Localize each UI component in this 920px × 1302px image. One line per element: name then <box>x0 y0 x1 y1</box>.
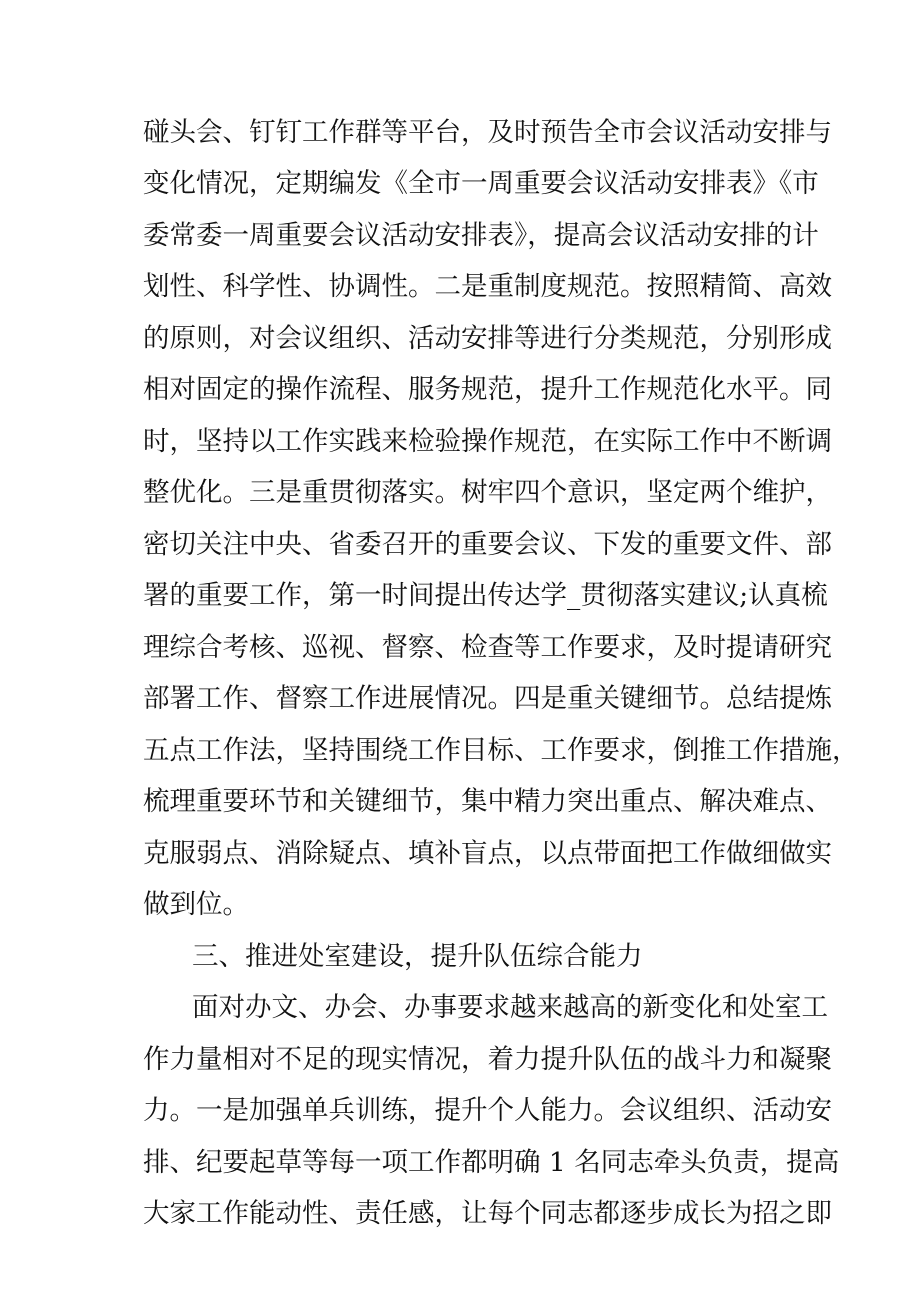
paragraph-line: 划性、科学性、协调性。二是重制度规范。按照精简、高效 <box>143 271 832 302</box>
paragraph-line: 克服弱点、消除疑点、填补盲点，以点带面把工作做细做实 <box>143 838 832 869</box>
paragraph-line: 做到位。 <box>143 889 249 920</box>
paragraph-line: 时，坚持以工作实践来检验操作规范，在实际工作中不断调 <box>143 426 832 457</box>
paragraph-line: 委常委一周重要会议活动安排表》，提高会议活动安排的计 <box>143 220 819 251</box>
paragraph-line: 署的重要工作，第一时间提出传达学_贯彻落实建议;认真梳 <box>143 580 828 611</box>
paragraph-line: 相对固定的操作流程、服务规范，提升工作规范化水平。同 <box>143 374 832 405</box>
section-heading: 三、推进处室建设，提升队伍综合能力 <box>192 941 643 972</box>
paragraph-line: 梳理重要环节和关键细节，集中精力突出重点、解决难点、 <box>143 786 832 817</box>
paragraph-line: 大家工作能动性、责任感，让每个同志都逐步成长为招之即 <box>143 1198 832 1229</box>
paragraph-line: 碰头会、钉钉工作群等平台，及时预告全市会议活动安排与 <box>143 117 832 148</box>
paragraph-line: 变化情况，定期编发《全市一周重要会议活动安排表》《市 <box>143 168 819 199</box>
paragraph-line: 理综合考核、巡视、督察、检查等工作要求，及时提请研究 <box>143 632 832 663</box>
paragraph-line: 排、纪要起草等每一项工作都明确 1 名同志牵头负责，提高 <box>143 1147 840 1178</box>
paragraph-line: 作力量相对不足的现实情况，着力提升队伍的战斗力和凝聚 <box>143 1044 832 1075</box>
paragraph-line: 面对办文、办会、办事要求越来越高的新变化和处室工 <box>192 992 828 1023</box>
paragraph-line: 密切关注中央、省委召开的重要会议、下发的重要文件、部 <box>143 529 832 560</box>
paragraph-line: 整优化。三是重贯彻落实。树牢四个意识，坚定两个维护， <box>143 477 832 508</box>
paragraph-line: 的原则，对会议组织、活动安排等进行分类规范，分别形成 <box>143 323 832 354</box>
paragraph-line: 力。一是加强单兵训练，提升个人能力。会议组织、活动安 <box>143 1095 832 1126</box>
paragraph-line: 部署工作、督察工作进展情况。四是重关键细节。总结提炼 <box>143 683 832 714</box>
paragraph-line: 五点工作法，坚持围绕工作目标、工作要求，倒推工作措施， <box>143 735 859 766</box>
